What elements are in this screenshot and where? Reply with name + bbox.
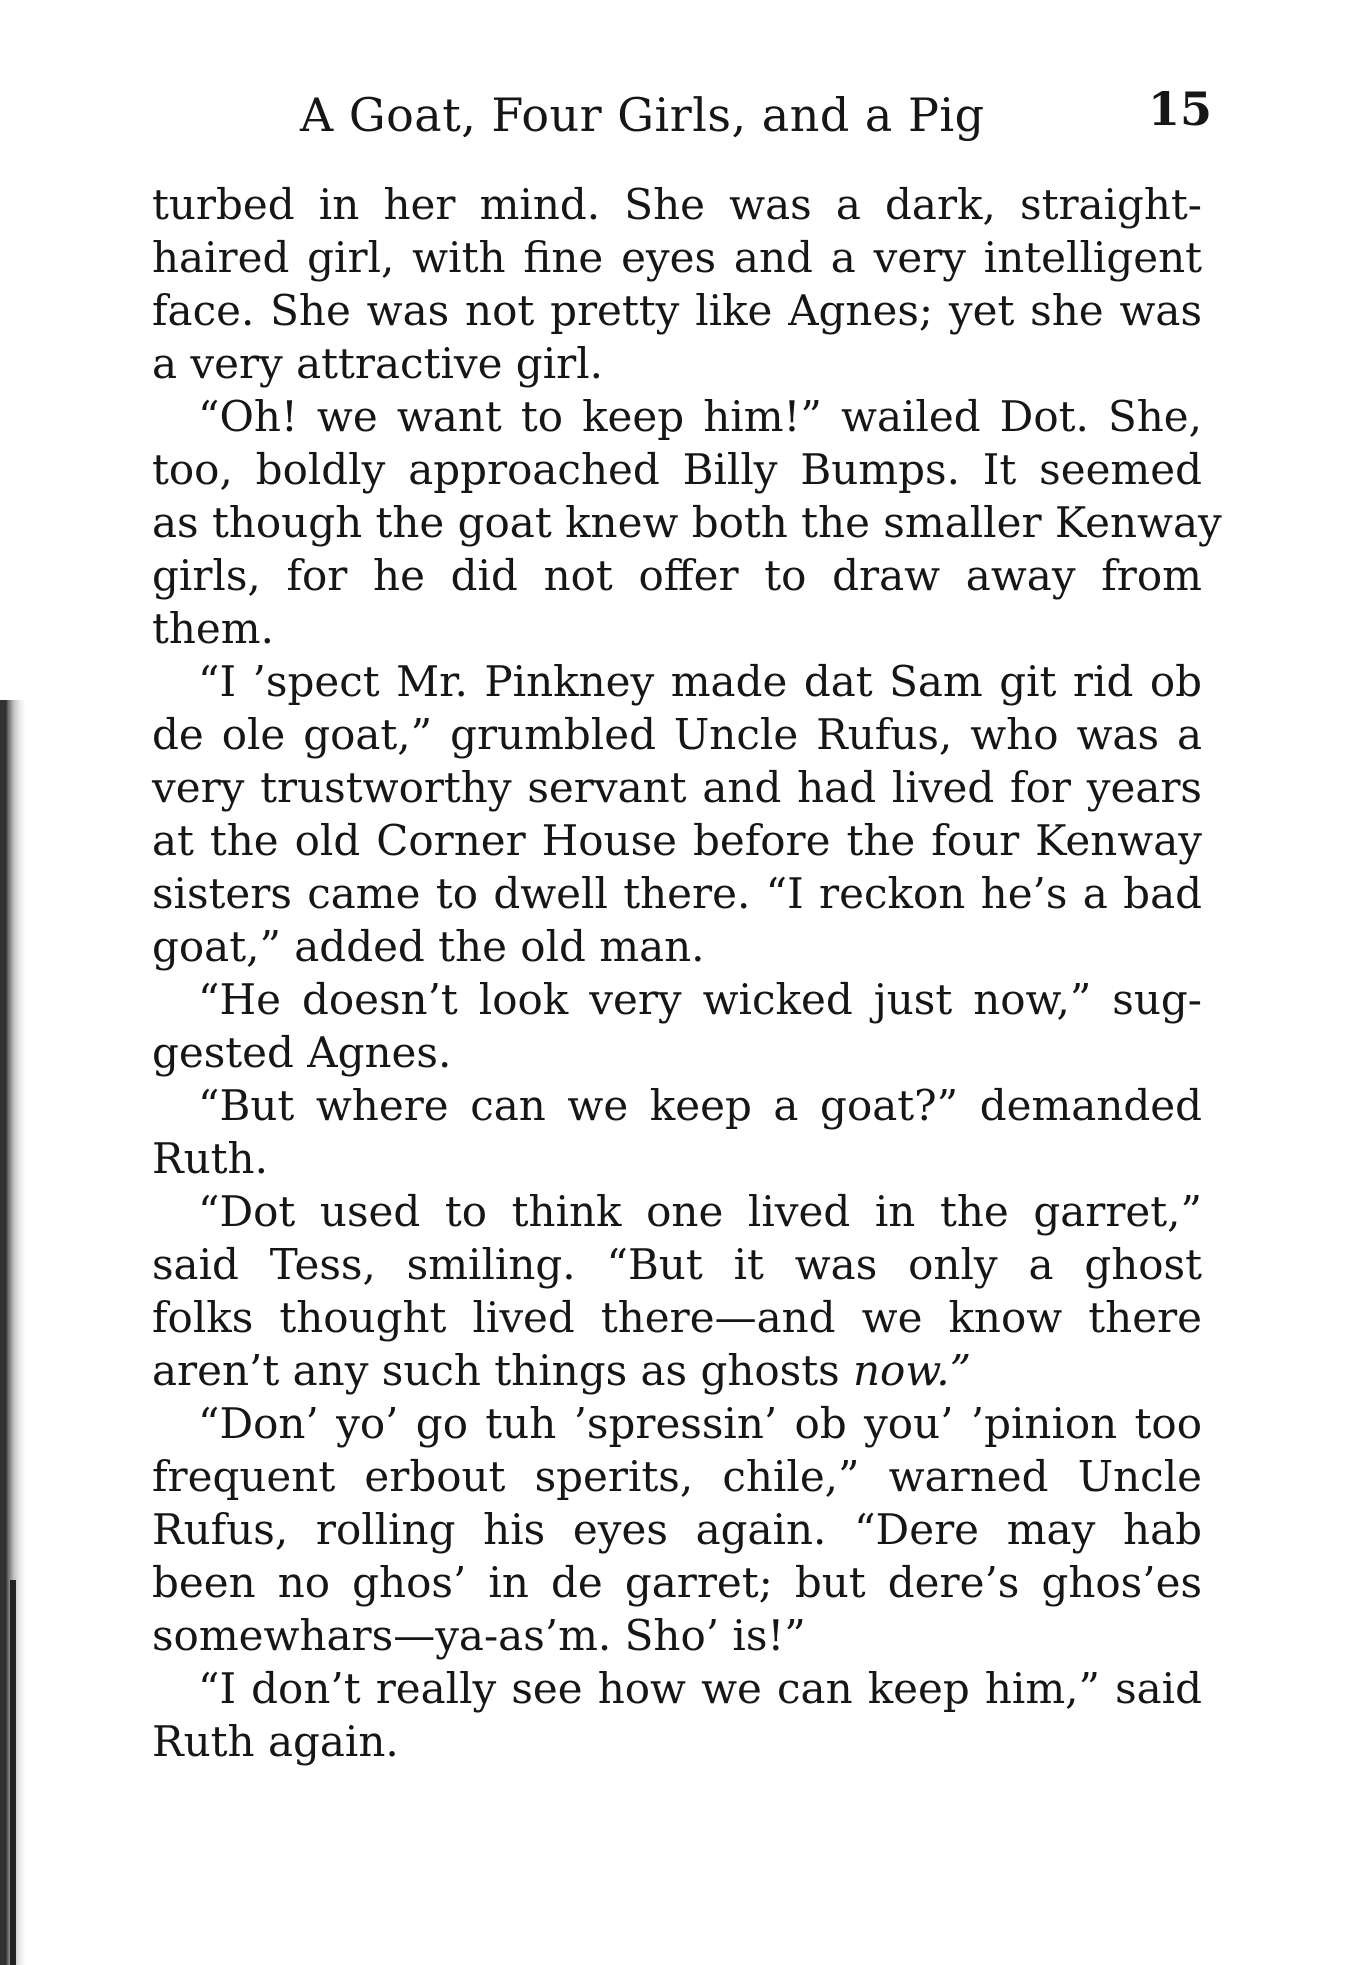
- text-line: girls, for he did not offer to draw away from: [152, 551, 1202, 600]
- text-line: them.: [152, 604, 274, 653]
- text-line: frequent erbout sperits, chile,” warned Uncle: [152, 1452, 1202, 1501]
- text-line: “Oh! we want to keep him!” wailed Dot. She,: [198, 392, 1202, 441]
- text-line: haired girl, with fine eyes and a very intelligent: [152, 233, 1202, 282]
- text-line: “But where can we keep a goat?” demanded: [198, 1081, 1202, 1130]
- binding-edge-dark: [10, 1580, 16, 1965]
- text-line: “I ’spect Mr. Pinkney made dat Sam git rid ob: [198, 657, 1202, 706]
- page-number: 15: [1148, 82, 1213, 136]
- text-line: very trustworthy servant and had lived for years: [152, 763, 1202, 812]
- text-line: at the old Corner House before the four Kenway: [152, 816, 1202, 865]
- text-line: as though the goat knew both the smaller Kenway: [152, 498, 1222, 547]
- text-line: said Tess, smiling. “But it was only a ghost: [152, 1240, 1202, 1289]
- text-line: been no ghos’ in de garret; but dere’s ghos’es: [152, 1558, 1202, 1607]
- text-line: Ruth again.: [152, 1717, 399, 1766]
- text-line: gested Agnes.: [152, 1028, 452, 1077]
- text-line: “He doesn’t look very wicked just now,” sug-: [198, 975, 1202, 1024]
- text-line: turbed in her mind. She was a dark, straight-: [152, 180, 1202, 229]
- text-line: “I don’t really see how we can keep him,” said: [198, 1664, 1202, 1713]
- running-title: A Goat, Four Girls, and a Pig: [300, 88, 985, 142]
- text-line: goat,” added the old man.: [152, 922, 705, 971]
- text-line: “Don’ yo’ go tuh ’spressin’ ob you’ ’pinion too: [198, 1399, 1202, 1448]
- text-line: folks thought lived there—and we know there: [152, 1293, 1202, 1342]
- text-line: face. She was not pretty like Agnes; yet she was: [152, 286, 1202, 335]
- text-line: too, boldly approached Billy Bumps. It seemed: [152, 445, 1202, 494]
- text-line: somewhars—ya-as’m. Sho’ is!”: [152, 1611, 806, 1660]
- body-text: [152, 178, 1222, 1768]
- emphasis-word: now.”: [853, 1346, 972, 1395]
- text-line: a very attractive girl.: [152, 339, 603, 388]
- running-head: [300, 78, 1213, 148]
- text-line: de ole goat,” grumbled Uncle Rufus, who was a: [152, 710, 1202, 759]
- text-line-with-emphasis: [152, 1344, 1202, 1397]
- text-line: Rufus, rolling his eyes again. “Dere may hab: [152, 1505, 1202, 1554]
- text-line: “Dot used to think one lived in the garret,”: [198, 1187, 1202, 1236]
- text-line-part: aren’t any such things as ghosts: [152, 1346, 853, 1395]
- text-line: sisters came to dwell there. “I reckon he’s a bad: [152, 869, 1202, 918]
- text-line: Ruth.: [152, 1134, 268, 1183]
